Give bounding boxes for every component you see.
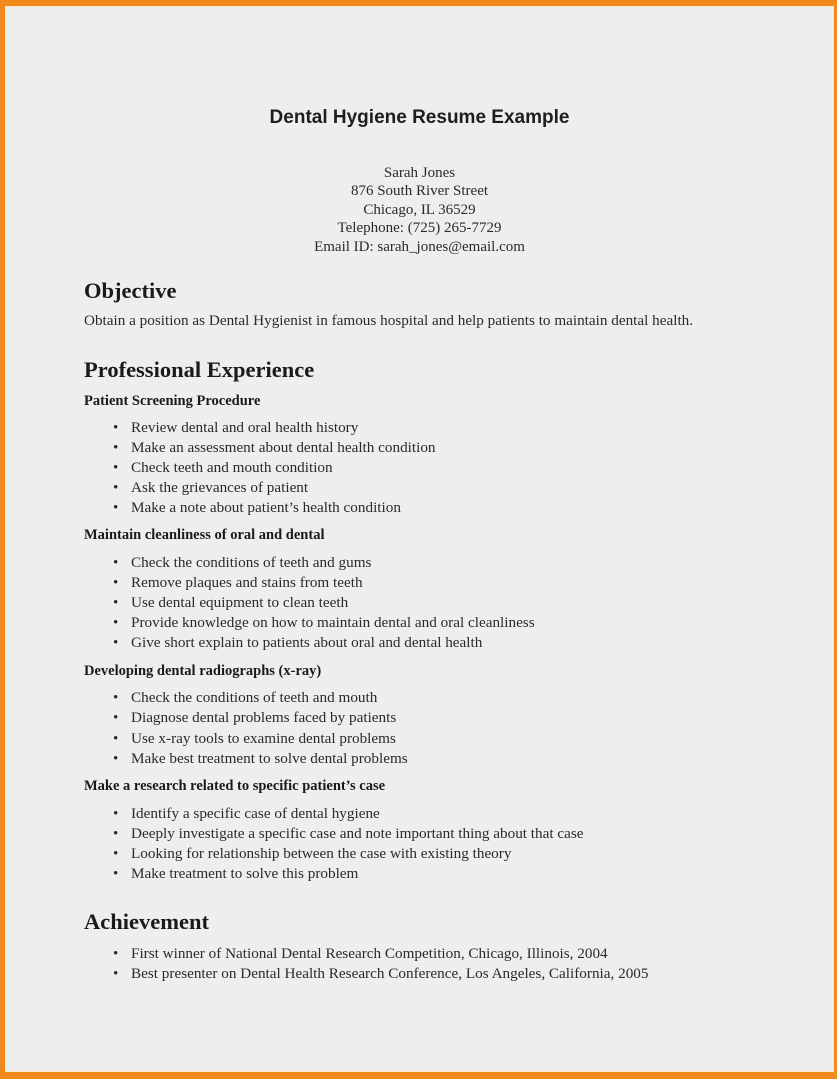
bullet-icon: • — [113, 634, 119, 651]
experience-group-title: Maintain cleanliness of oral and dental — [84, 527, 325, 543]
bullet-icon: • — [113, 614, 119, 631]
bullet-icon: • — [113, 594, 119, 611]
objective-text: Obtain a position as Dental Hygienist in famous hospital and help patients to maintain dental health. — [84, 312, 694, 329]
bullet-icon: • — [113, 845, 119, 862]
bullet-icon: • — [113, 825, 119, 842]
bullet-icon: • — [113, 459, 119, 476]
experience-heading: Professional Experience — [84, 357, 315, 382]
bullet-icon: • — [113, 689, 119, 706]
bullet-icon: • — [113, 419, 119, 436]
experience-group-title: Developing dental radiographs (x-ray) — [84, 663, 322, 679]
contact-telephone: Telephone: (725) 265-7729 — [337, 220, 502, 236]
contact-street: 876 South River Street — [350, 183, 489, 199]
bullet-icon: • — [113, 574, 119, 591]
contact-email: Email ID: sarah_jones@email.com — [314, 239, 525, 255]
bullet-icon: • — [113, 965, 119, 982]
experience-group-title: Patient Screening Procedure — [84, 393, 261, 409]
objective-heading: Objective — [84, 278, 177, 303]
bullet-icon: • — [113, 499, 119, 516]
bullet-icon: • — [113, 865, 119, 882]
bullet-icon: • — [113, 730, 119, 747]
achievement-heading: Achievement — [84, 909, 209, 934]
experience-group-title: Make a research related to specific patient’s case — [84, 778, 386, 794]
resume-page: Dental Hygiene Resume Example Sarah Jones 876 South River Street Chicago, IL 36529 Telephone: (725) 265-7729 Email ID: sarah_jones@email.com Objective Obtain a position as Dental Hygienist in famous hospital and help patients to maintain dental health. Professional Experience Patient Screening Procedure • Review dental and oral health history • Make an assessment about dental health condition • Check teeth and mouth condition • Ask the grievances of patient • Make a note about patient’s health condition Maintain cleanliness of oral and dental • Check the conditions of teeth and gums • Remove plaques and stains from teeth • Use dental equipment to clean teeth • Provide knowledge on how to maintain dental and oral cleanliness • Give short explain to patients about oral and dental health Developing dental radiographs (x-ray) • Check the conditions of teeth and mouth • Diagnose dental problems faced by patients • Use x-ray tools to examine dental problems • Make best treatment to solve dental problems Make a research related to specific patient’s case • Identify a specific case of dental hygiene • Deeply investigate a specific case and note important thing about that case • Looking for relationship between the case with existing theory • Make treatment to solve this problem Achievement • First winner of National Dental Research Competition, Chicago, Illinois, 2004 • Best presenter on Dental Health Research Conference, Los Angeles, California, 2005 — [5, 6, 834, 1072]
bullet-icon: • — [113, 554, 119, 571]
bullet-icon: • — [113, 479, 119, 496]
bullet-icon: • — [113, 945, 119, 962]
bullet-icon: • — [113, 750, 119, 767]
contact-name: Sarah Jones — [383, 165, 456, 181]
bullet-icon: • — [113, 805, 119, 822]
contact-city: Chicago, IL 36529 — [363, 202, 476, 218]
bullet-icon: • — [113, 439, 119, 456]
bullet-icon: • — [113, 709, 119, 726]
document-title: Dental Hygiene Resume Example — [269, 107, 570, 128]
